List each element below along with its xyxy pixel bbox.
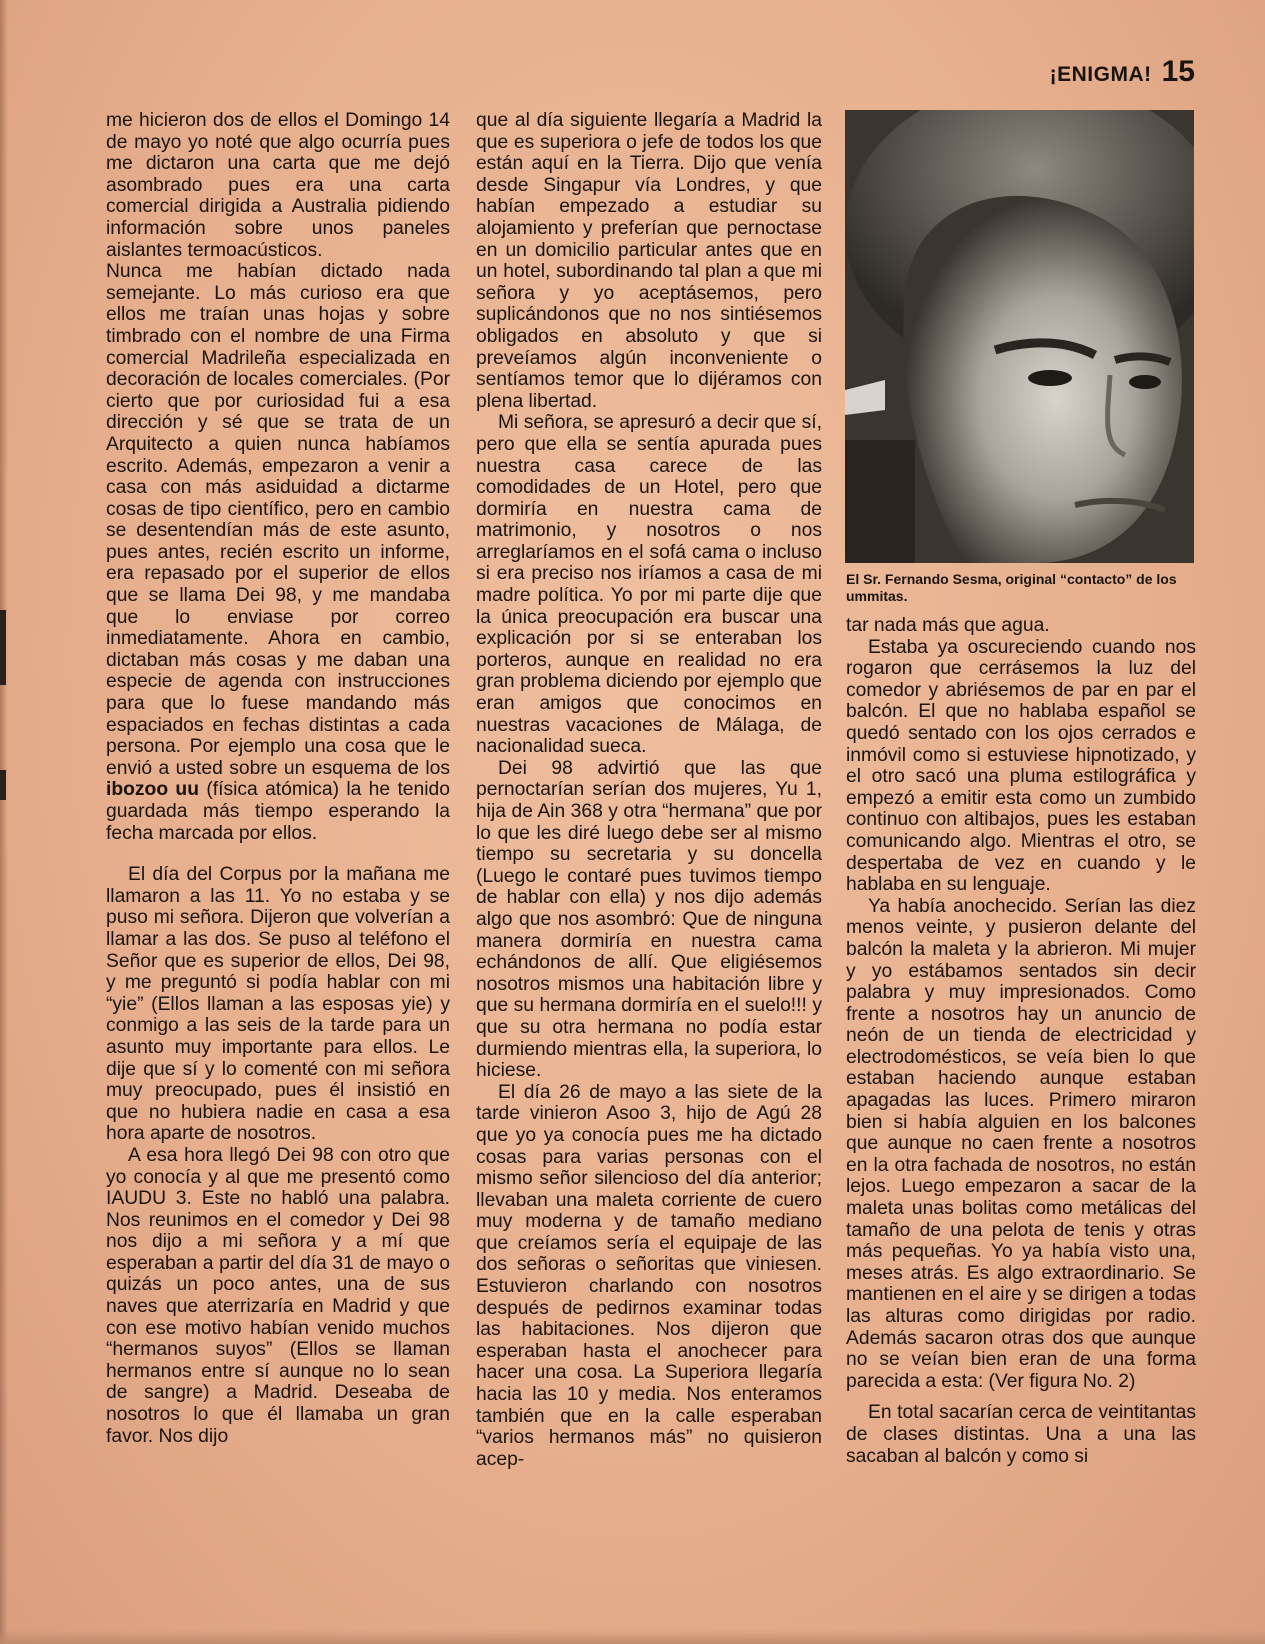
paragraph: que al día siguiente llegaría a Madrid la que es superiora o jefe de todos los que están aquí en la Tierra. Dijo que venía desde Singapur vía Londres, y que habían empezado a estudiar su alojamiento y preferían que pernoctase en un domicilio particular antes que en un hotel, subordinando tal plan a que mi señora y yo aceptásemos, pero suplicándonos que no nos sintiésemos obligados en absoluto y que si preveíamos algún inconveniente o sentíamos temor que lo dijéramos con plena libertad.: [476, 110, 822, 412]
binding-mark: [0, 770, 6, 800]
paragraph: El día 26 de mayo a las siete de la tarde vinieron Asoo 3, hijo de Agú 28 que yo ya conocía pues me ha dictado cosas para varias personas con el mismo señor silencioso del día anterior; llevaban una maleta corriente de cuero muy moderna y de tamaño mediano que creíamos sería el equipaje de las dos señoras o señoritas que viniesen. Estuvieron charlando con nosotros después de pedirnos examinar todas las habitaciones. Nos dijeron que esperaban hasta el anochecer para hacer una cosa. La Superiora llegaría hacia las 10 y media. Nos enteramos también que en la calle esperaban “varios hermanos más” no quisieron acep-: [476, 1081, 822, 1470]
magazine-name: ¡ENIGMA!: [1049, 63, 1152, 86]
portrait-image: [845, 110, 1194, 563]
photo-caption: El Sr. Fernando Sesma, original “contacto” de los ummitas.: [846, 571, 1177, 604]
page-number: 15: [1161, 55, 1195, 88]
paragraph: A esa hora llegó Dei 98 con otro que yo conocía y al que me presentó como IAUDU 3. Este no habló una palabra. Nos reunimos en el comedor y Dei 98 nos dijo a mi señora y a mí que esperaban a partir del día 31 de mayo o quizás un poco antes, una de sus naves que aterrizaría en Madrid y que con ese motivo habían venido muchos “hermanos suyos” (Ellos se llaman hermanos entre sí aunque no lo sean de sangre) a Madrid. Deseaba de nosotros lo que él llamaba un gran favor. Nos dijo: [106, 1144, 450, 1447]
article-column-1: [106, 110, 450, 1447]
page-edge-bottom: [0, 1630, 1265, 1644]
paragraph: El día del Corpus por la mañana me llamaron a las 11. Yo no estaba y se puso mi señora. Dijeron que volverían a llamar a las dos. Se puso al teléfono el Señor que es superior de ellos, Dei 98, y me preguntó si podía hablar con mi “yie” (Ellos llaman a las esposas yie) y conmigo a las seis de la tarde para un asunto muy importante para ellos. Le dije que sí y lo comenté con mi señora muy preocupado, pues él insistió en que no hubiera nadie en casa a esa hora aparte de nosotros.: [106, 864, 450, 1145]
article-column-3: [846, 615, 1196, 1467]
paragraph: me hicieron dos de ellos el Domingo 14 de mayo yo noté que algo ocurría pues me dictaron una carta que me dejó asombrado pues era una carta comercial dirigida a Australia pidiendo información sobre unos paneles aislantes termoacústicos.: [106, 110, 450, 261]
portrait-photo: [845, 110, 1194, 563]
paragraph: Estaba ya oscureciendo cuando nos rogaron que cerrásemos la luz del comedor y abriésemos de par en par el balcón. El que no hablaba español se quedó sentado con los ojos cerrados e inmóvil como si estuviese hipnotizado, y el otro sacó una pluma estilográfica y empezó a emitir esta como un zumbido continuo con altibajos, pues les estaban comunicando algo. Mientras el otro, se despertaba de vez en cuando y le hablaba en su lenguaje.: [846, 636, 1196, 896]
page-edge: [0, 0, 8, 1644]
paragraph: Mi señora, se apresuró a decir que sí, pero que ella se sentía apurada pues nuestra casa carece de las comodidades de un Hotel, pero que dormiría en nuestra cama de matrimonio, y nosotros o nos arreglaríamos en el sofá cama o incluso si era preciso nos iríamos a casa de mi madre política. Yo por mi parte dije que la única preocupación era buscar una explicación por si se enteraban los porteros, aunque en realidad no era gran problema diciendo por ejemplo que eran amigos que conocimos en nuestras vacaciones de Málaga, de nacionalidad sueca.: [476, 412, 822, 758]
paragraph-text: (física atómica) la he tenido guardada más tiempo esperando la fecha marcada por ellos.: [106, 779, 450, 844]
paragraph: [106, 261, 450, 844]
bold-term: ibozoo uu: [106, 779, 199, 801]
paragraph: En total sacarían cerca de veintitantas de clases distintas. Una a una las sacaban al balcón y como si: [846, 1402, 1196, 1467]
paragraph-text: Nunca me habían dictado nada semejante. Lo más curioso era que ellos me traían unas hojas y sobre timbrado con el nombre de una Firma comercial Madrileña especializada en decoración de locales comerciales. (Por cierto que por curiosidad fui a esa dirección y sé que se trata de un Arquitecto a quien nunca habíamos escrito. Además, empezaron a venir a casa con más asiduidad a dictarme cosas de tipo científico, pero en cambio se desentendían más de este asunto, pues antes, recién escrito un informe, era repasado por el superior de ellos que se llama Dei 98, y me mandaba que lo enviase por correo inmediatamente. Ahora en cambio, dictaban más cosas y me daban una especie de agenda con instrucciones para que lo fuese mandando más espaciados en fechas distintas a cada persona. Por ejemplo una cosa que le envió a usted sobre un esquema de los: [106, 261, 450, 779]
paragraph: tar nada más que agua.: [846, 615, 1050, 636]
article-column-2: [476, 110, 822, 1470]
binding-mark: [0, 610, 6, 685]
paragraph: Dei 98 advirtió que las que pernoctarían serían dos mujeres, Yu 1, hija de Ain 368 y otra “hermana” que por lo que les diré luego debe ser al mismo tiempo su secretaria y su doncella (Luego le contaré pues tuvimos tiempo de hablar con ella) y nos dijo además algo que nos asombró: Que de ninguna manera dormiría en nuestra cama echándonos de allí. Que eligiésemos nosotros mismos una habitación libre y que su hermana dormiría en el suelo!!! y que su otra hermana no podía estar durmiendo mientras ella, la superiora, lo hiciese.: [476, 757, 822, 1082]
paragraph: Ya había anochecido. Serían las diez menos veinte, y pusieron delante del balcón la maleta y la abrieron. Mi mujer y yo estábamos sentados sin decir palabra y muy impresionados. Como frente a nosotros hay un anuncio de neón de un tienda de electricidad y electrodomésticos, se veía bien lo que estaban haciendo aunque estaban apagadas las luces. Primero miraron bien si había alguien en los balcones que aunque no caen frente a nosotros en la otra fachada de nosotros, no están lejos. Luego empezaron a sacar de la maleta unas bolitas como metálicas del tamaño de una pelota de tenis y otras más pequeñas. Yo ya había visto una, meses atrás. Es algo extraordinario. Se mantienen en el aire y se dirigen a todas las alturas como dirigidas por radio. Además sacaron otras dos que aunque no se veían bien eran de una forma parecida a esta: (Ver figura No. 2): [846, 895, 1196, 1392]
page-header: [1050, 55, 1195, 89]
